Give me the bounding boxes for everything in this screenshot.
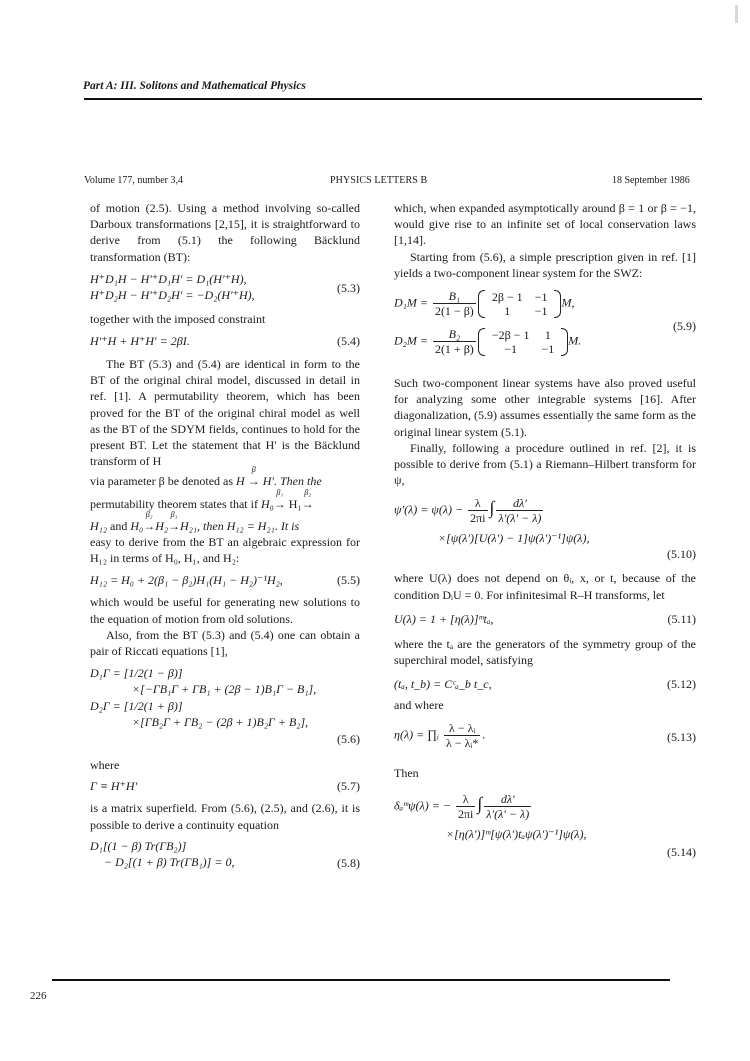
section-title: Part A: III. Solitons and Mathematical Physics [83,80,306,92]
math-symbol: H [236,474,245,489]
matrix-cell: 1 [544,327,551,342]
arrow-icon: → β₂ [143,518,155,534]
equation-line: D₁[(1 − β) Tr(ΓB₂)] [90,838,187,853]
equation-line [394,496,696,530]
math-text: ψ′(λ) = ψ(λ) − [394,502,464,517]
running-head-journal: PHYSICS LETTERS B [330,175,428,186]
equation-line: (tₐ, t_b) = Cᶜₐ_b t_c, [394,677,492,692]
text: and [110,518,128,533]
arrow-icon: → β₁ [168,518,180,534]
equation-line: D₁Γ = [1/2(1 − β)] [90,666,183,681]
equation-number: (5.3) [337,280,360,295]
equation-number: (5.8) [337,855,360,870]
denominator: λ − λᵢ* [446,736,479,751]
paragraph-line [90,487,360,512]
arrow-label: β₁ [276,487,284,497]
denominator: 2πi [470,511,486,526]
paragraph-line [90,509,360,534]
fraction [444,721,480,750]
matrix-cell: −1 [504,341,518,356]
equation-line: H′⁺H + H⁺H′ = 2βI. [90,334,190,349]
paragraph: The BT (5.3) and (5.4) are identical in form to the BT of the original chiral model, discussed in detail in ref. [1]. A permutability theorem, which has been proved for the BT of the original chiral model as well as the BT of the SDYM fields, continues to hold for the present BT. Let the statement that H′ is the Bäcklund transform of H [90,357,360,469]
numerator: B₁ [433,289,476,304]
equation-line: H⁺D₂H − H′⁺D₂H′ = −D₂(H′⁺H), [90,288,255,303]
paragraph: and where [394,698,444,713]
arrow-label: β₂ [145,509,153,519]
math-text: D₁M = [394,295,428,310]
equation-5-3 [90,271,360,305]
equation-number: (5.10) [667,547,696,562]
equation-5-4 [90,333,360,350]
fraction [433,327,476,356]
matrix-cell: −1 [541,341,555,356]
equation-line [394,327,696,365]
paragraph: is a matrix superfield. From (5.6), (2.5), and (2.6), it is possible to derive a continuity equation [90,801,360,832]
denominator: 2(1 − β) [434,304,474,319]
matrix [478,328,568,356]
integral-sign: ∫ [489,497,495,518]
equation-number: (5.7) [337,779,360,794]
equation-line: D₂Γ = [1/2(1 + β)] [90,698,183,713]
denominator: 2(1 + β) [434,342,474,357]
page-number: 226 [30,990,47,1002]
equation-line: H₁₂ = H₀ + 2(β₁ − β₂)H₁(H₁ − H₂)⁻¹H₂, [90,573,283,588]
matrix-cell: −2β − 1 [491,327,530,342]
paragraph: Such two-component linear systems have also proved useful for analyzing some other integrable systems [16]. After diagonalization, (5.9) assumes essentially the same form as the original linear system (5.1). [394,376,696,439]
equation-line: Γ ≡ H⁺H′ [90,779,138,794]
equation-line: H⁺D₁H − H′⁺D₁H′ = D₁(H′⁺H), [90,271,247,286]
paragraph: easy to derive from the BT an algebraic expression for H₁₂ in terms of H₀, H₁, and H₂: [90,535,360,566]
matrix-cell: 1 [504,303,511,318]
math-text: δₐᵐψ(λ) = − [394,797,451,812]
fraction [496,496,543,525]
equation-number: (5.4) [337,334,360,349]
fraction [433,289,476,318]
equation-5-14 [394,792,696,862]
arrow-icon: → β₁ [274,496,286,512]
math-text: η(λ) = ∏ᵢ [394,727,440,742]
left-column [90,200,360,872]
paragraph: which, when expanded asymptotically around β = 1 or β = −1, would give rise to an infinite set of local conservation laws [1,14]. [394,201,696,248]
numerator: B₂ [433,327,476,342]
matrix [478,290,562,318]
math-text: D₂M = [394,333,428,348]
paragraph: together with the imposed constraint [90,311,266,326]
paragraph: where U(λ) does not depend on θᵢ, x, or t, because of the condition DᵢU = 0. For infinitesimal R–H transforms, let [394,571,696,602]
equation-number: (5.9) [673,319,696,334]
equation-5-11 [394,611,696,628]
math-text: H₂₁, then H₁₂ = H₂₁. It is [180,518,300,533]
denominator: λ′(λ′ − λ) [498,511,542,526]
arrow-label: β₂ [304,487,312,497]
equation-number: (5.6) [337,732,360,747]
equation-5-12 [394,676,696,693]
math-text: . [482,727,486,742]
equation-number: (5.12) [667,677,696,692]
footer-rule [52,979,670,981]
equation-line [394,289,696,327]
math-symbol: H₁ [288,496,302,511]
math-text: M, [561,295,575,310]
math-text: M. [568,333,582,348]
arrow-label: β [251,465,256,475]
equation-number: (5.11) [667,611,696,626]
equation-line: ×[η(λ′)]ᵐ[ψ(λ′)tₐψ(λ′)⁻¹]ψ(λ), [446,826,587,841]
fraction [468,496,487,525]
fraction [456,792,475,821]
paragraph: Also, from the BT (5.3) and (5.4) one can obtain a pair of Riccati equations [1], [90,627,360,659]
numerator: dλ′ [484,792,531,807]
arrow-icon: → β [248,473,260,489]
scan-artifact [735,5,738,23]
equation-5-7 [90,778,360,795]
math-symbol: H₂ [155,518,169,533]
math-symbol: H′. Then the [262,474,322,489]
equation-number: (5.5) [337,573,360,588]
matrix-cell: 2β − 1 [491,289,523,304]
paragraph: Finally, following a procedure outlined in ref. [2], it is possible to derive from (5.1) a Riemann–Hilbert transform for ψ, [394,440,696,488]
equation-number: (5.13) [667,730,696,745]
equation-5-10 [394,496,696,562]
equation-line: − D₂[(1 + β) Tr(ΓB₁)] = 0, [104,855,235,870]
header-rule [84,98,702,100]
paragraph: Starting from (5.6), a simple prescription given in ref. [1] yields a two-component linear system for the SWZ: [394,249,696,280]
equation-5-5 [90,572,360,589]
right-column [394,200,696,862]
equation-5-9 [394,289,696,367]
math-symbol: H₁₂ [90,518,108,533]
numerator: λ − λᵢ [444,721,480,736]
equation-number: (5.14) [667,844,696,859]
equation-line: ×[ΓB₂Γ + ΓB₂ − (2β + 1)B₂Γ + B₂], [132,714,309,729]
fraction [484,792,531,821]
matrix-cell: −1 [534,289,548,304]
denominator: λ′(λ′ − λ) [486,806,530,821]
running-head-date: 18 September 1986 [612,175,690,186]
numerator: λ [468,496,487,511]
denominator: 2πi [457,806,474,821]
equation-line: ×[−ΓB₁Γ + ΓB₁ + (2β − 1)B₁Γ − B₁], [132,682,317,697]
running-head-volume: Volume 177, number 3,4 [84,175,183,186]
paragraph: which would be useful for generating new solutions to the equation of motion from old solutions. [90,595,360,626]
paragraph: of motion (2.5). Using a method involving so-called Darboux transformations [2,15], it is straightforward to derive from (5.1) the following Bäcklund transformation (BT): [90,201,360,264]
math-symbol: H₀ [260,496,274,511]
math-symbol: H₀ [130,518,144,533]
paragraph: Then [394,766,419,781]
arrow-icon: → β₂ [302,496,314,512]
arrow-label: β₁ [170,509,178,519]
numerator: λ [456,792,475,807]
matrix-cell: −1 [534,303,548,318]
integral-sign: ∫ [477,792,483,813]
paragraph-line [90,465,360,489]
equation-5-13 [394,721,696,755]
text: via parameter β be denoted as [90,474,234,489]
equation-line: ×[ψ(λ′)[U(λ′) − 1]ψ(λ′)⁻¹]ψ(λ), [438,531,590,546]
equation-5-8 [90,838,360,872]
numerator: dλ′ [496,496,543,511]
equation-line [394,792,696,826]
equation-line: U(λ) = 1 + [η(λ)]ᵐtₐ, [394,611,494,626]
paragraph: where the tₐ are the generators of the symmetry group of the superchiral model, satisfying [394,636,696,668]
equation-5-6 [90,665,360,749]
paragraph: where [90,758,120,773]
text: permutability theorem states that if [90,496,258,511]
